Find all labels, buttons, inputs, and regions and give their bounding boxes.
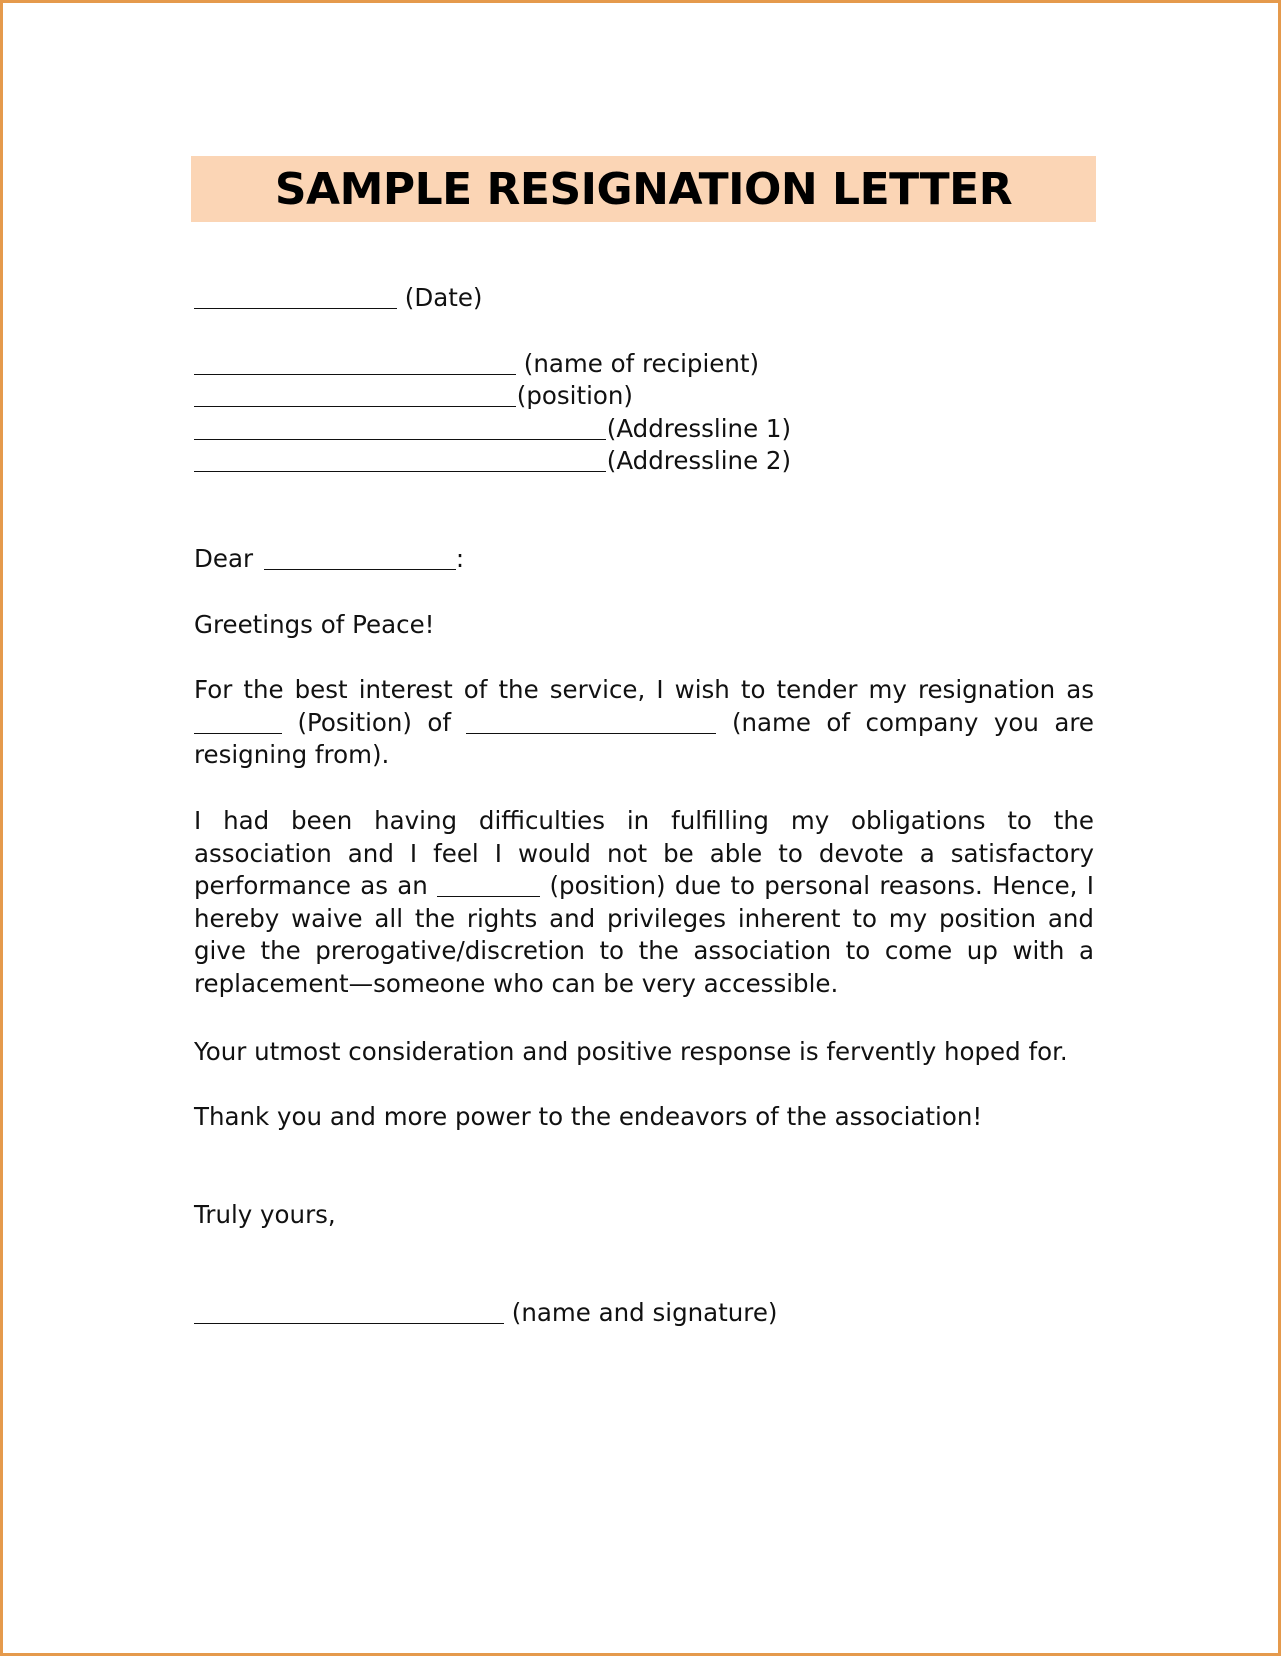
recipient-position-blank [194, 384, 516, 407]
title-band [191, 156, 1096, 222]
recipient-name-line [194, 348, 759, 381]
paragraph-1 [194, 674, 1094, 772]
recipient-position-label: (position) [516, 381, 633, 410]
recipient-position-line [194, 380, 633, 413]
paragraph-1-part1: For the best interest of the service, I wish to tender my resignation as [194, 675, 1094, 704]
company-blank [466, 711, 716, 734]
address2-blank [194, 449, 606, 472]
paragraph-3: Your utmost consideration and positive response is fervently hoped for. [194, 1037, 1068, 1066]
position-blank [194, 711, 282, 734]
salutation-colon: : [455, 544, 465, 573]
letter-title: SAMPLE RESIGNATION LETTER [274, 163, 1013, 215]
paragraph-1-part2: (Position) of [297, 707, 452, 737]
paragraph-2 [194, 805, 1094, 1000]
signature-label: (name and signature) [511, 1298, 778, 1327]
address2-label: (Addressline 2) [606, 446, 792, 475]
recipient-name-label: (name of recipient) [523, 349, 760, 378]
greeting: Greetings of Peace! [194, 610, 435, 639]
paragraph-1-part3: (name of company you are resigning from). [194, 707, 1094, 769]
signature-line [194, 1297, 777, 1330]
signature-blank [194, 1301, 504, 1324]
salutation-blank [264, 547, 456, 570]
address2-line [194, 445, 791, 478]
date-blank [194, 286, 397, 309]
salutation-line [194, 543, 464, 576]
recipient-name-blank [194, 352, 516, 375]
address1-label: (Addressline 1) [606, 414, 792, 443]
paragraph-2-part2: (position) due to personal reasons. Hence, I hereby waive all the rights and privileges inherent to my position and give the prerogative/discretion to the association to come up with a replacement—someone who can be very accessible. [194, 871, 1094, 998]
date-line [194, 282, 482, 315]
paragraph-4: Thank you and more power to the endeavors of the association! [194, 1102, 983, 1131]
salutation: Dear [194, 544, 254, 573]
closing: Truly yours, [194, 1200, 336, 1229]
position-blank-2 [437, 874, 540, 897]
date-label: (Date) [404, 283, 483, 312]
paragraph-2-part1: I had been having difficulties in fulfilling my obligations to the association and I feel I would not be able to devote a satisfactory performance as an [194, 806, 1094, 900]
address1-line [194, 413, 791, 446]
address1-blank [194, 417, 606, 440]
